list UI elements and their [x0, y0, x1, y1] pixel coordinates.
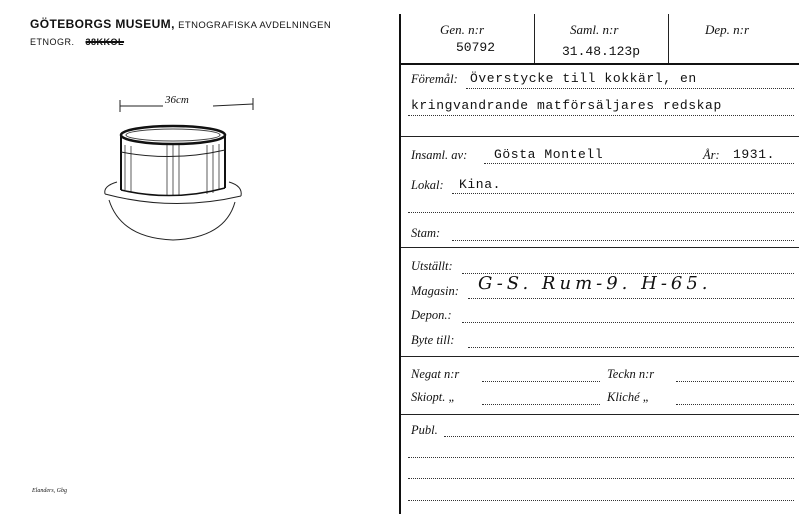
dotted-line [676, 381, 794, 382]
museum-name: GÖTEBORGS MUSEUM, [30, 17, 175, 31]
etnogr-line [30, 37, 124, 47]
object-sketch [95, 90, 265, 250]
magasin-label: Magasin: [411, 284, 459, 298]
dotted-line [466, 88, 794, 89]
dotted-line [408, 457, 794, 458]
dotted-line [452, 193, 794, 194]
foremal-value-line2: kringvandrande matförsäljares redskap [411, 98, 722, 113]
section-rule [401, 356, 799, 357]
header-bottom-rule [401, 63, 799, 65]
publ-label: Publ. [411, 423, 438, 437]
dotted-line [444, 436, 794, 437]
museum-header [30, 17, 331, 31]
dotted-line [482, 404, 600, 405]
kliche-label: Kliché „ [607, 390, 650, 404]
dep-nr-label: Dep. n:r [705, 22, 750, 37]
foremal-value-line1: Överstycke till kokkärl, en [470, 71, 697, 86]
skiopt-label: Skiopt. „ [411, 390, 456, 404]
dotted-line [462, 322, 794, 323]
section-rule [401, 247, 799, 248]
dotted-line [408, 115, 794, 116]
section-rule [401, 136, 799, 137]
dotted-line [482, 381, 600, 382]
printer-mark: Elanders, Gbg [32, 488, 67, 494]
dotted-line [468, 298, 794, 299]
insaml-value: Gösta Montell [494, 147, 604, 162]
teckn-label: Teckn n:r [607, 367, 655, 381]
ar-value: 1931. [733, 147, 776, 162]
depon-label: Depon.: [411, 308, 452, 322]
lokal-value: Kina. [459, 177, 502, 192]
utstallt-label: Utställt: [411, 259, 453, 273]
sketch-measurement: 36cm [165, 94, 189, 106]
saml-nr-value: 31.48.123p [562, 44, 641, 59]
byte-label: Byte till: [411, 333, 455, 347]
section-rule [401, 414, 799, 415]
negat-label: Negat n:r [411, 367, 460, 381]
magasin-value: G-S. Rum-9. H-65. [478, 273, 712, 294]
dotted-line [676, 404, 794, 405]
card-divider [399, 14, 401, 514]
lokal-label: Lokal: [411, 178, 444, 192]
dotted-line [408, 500, 794, 501]
insaml-label: Insaml. av: [411, 148, 468, 162]
dotted-line [484, 163, 794, 164]
etnogr-label: ETNOGR. [30, 37, 75, 47]
foremal-label: Föremål: [411, 72, 458, 86]
dotted-line [452, 240, 794, 241]
ar-label: År: [703, 148, 720, 162]
header-separator [534, 14, 535, 64]
dotted-line [408, 478, 794, 479]
dotted-line [468, 347, 794, 348]
department-name: ETNOGRAFISKA AVDELNINGEN [178, 20, 332, 31]
gen-nr-value: 50792 [456, 40, 496, 55]
gen-nr-label: Gen. n:r [440, 22, 485, 37]
etnogr-struck-number: 38KKOL [85, 37, 125, 47]
stam-label: Stam: [411, 226, 441, 240]
header-separator [668, 14, 669, 64]
saml-nr-label: Saml. n:r [570, 22, 619, 37]
dotted-line [408, 212, 794, 213]
